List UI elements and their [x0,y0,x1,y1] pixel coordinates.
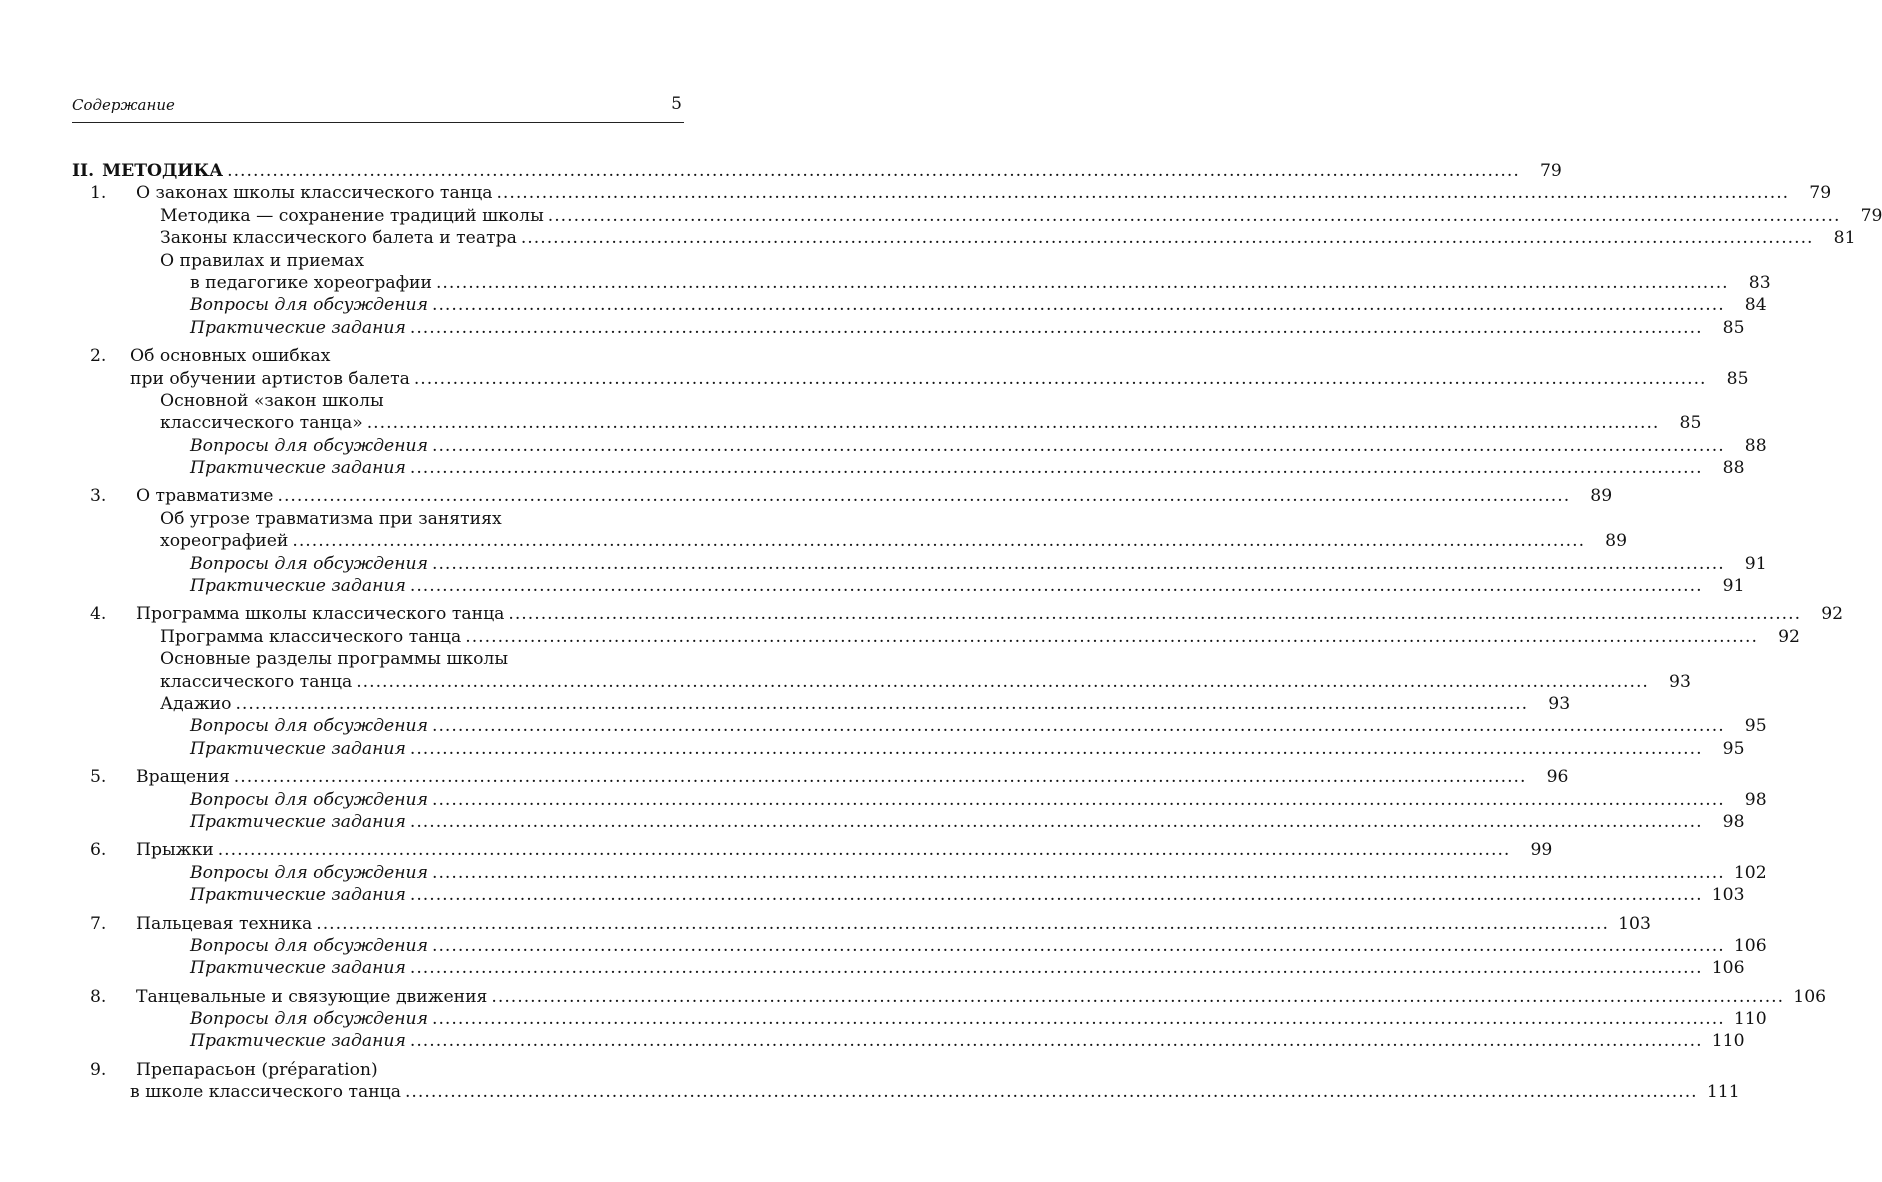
toc-entry-page: 93 [1669,671,1691,692]
toc-entry[interactable] [72,553,1767,575]
dot-leader: ........................................................................................................................................................................................................ [431,935,1725,956]
dot-leader: ........................................................................................................................................................................................................ [431,716,1725,737]
dot-leader: ........................................................................................................................................................................................................ [496,183,1790,204]
toc-entry-title: классического танца [160,671,353,692]
toc-entry-title: классического танца» [160,413,363,434]
running-title: Содержание [72,96,175,114]
toc-entry-page: 79 [1539,161,1562,181]
toc-entry-title: Практические задания [190,738,406,759]
toc-entry[interactable] [72,603,1844,625]
toc-entry[interactable] [72,839,1553,861]
dot-leader: ........................................................................................................................................................................................................ [491,986,1785,1007]
toc-entry[interactable] [72,1081,1740,1103]
dot-leader: ........................................................................................................................................................................................................ [292,531,1586,552]
toc-entry-title: Вопросы для обсуждения [190,862,428,883]
table-of-contents [72,160,1882,1104]
toc-entry-page: 79 [1860,205,1882,226]
toc-entry-title: Пальцевая техника [136,913,313,934]
toc-entry-page: 91 [1744,553,1767,574]
toc-entry-title: Адажио [160,693,232,714]
toc-entry[interactable] [72,227,1856,249]
toc-entry-title: О законах школы классического танца [136,183,493,204]
toc-entry[interactable] [72,935,1767,957]
toc-entry-title: Практические задания [190,885,406,906]
toc-entry[interactable] [72,986,1827,1008]
toc-entry-number: 5. [90,767,107,788]
toc-entry-page: 99 [1530,840,1553,861]
toc-entry-page: 93 [1548,693,1571,714]
toc-entry[interactable] [72,789,1767,811]
toc-entry-title: Вращения [136,767,230,788]
toc-entry-title: при обучении артистов балета [130,368,410,389]
toc-entry-title: О правилах и приемах [160,250,365,271]
toc-entry-number: 6. [90,840,107,861]
dot-leader: ........................................................................................................................................................................................................ [431,295,1725,316]
toc-entry-title: Вопросы для обсуждения [190,789,428,810]
toc-entry[interactable] [72,160,1562,182]
toc-entry[interactable] [72,317,1745,339]
dot-leader: ........................................................................................................................................................................................................ [431,1009,1725,1030]
toc-entry[interactable] [72,345,680,367]
toc-entry-title: Практические задания [190,317,406,338]
toc-entry-page: 102 [1733,862,1767,883]
toc-entry[interactable] [72,715,1767,737]
toc-entry-number: 2. [90,346,107,367]
dot-leader: ........................................................................................................................................................................................................ [409,738,1703,759]
toc-entry-page: 88 [1744,435,1767,456]
dot-leader: ........................................................................................................................................................................................................ [233,767,1527,788]
toc-entry-title: Вопросы для обсуждения [190,1009,428,1030]
toc-entry[interactable] [72,575,1745,597]
running-header [72,94,684,123]
toc-entry[interactable] [72,671,1691,693]
toc-entry-page: 85 [1722,317,1745,338]
toc-entry-title: Вопросы для обсуждения [190,435,428,456]
dot-leader: ........................................................................................................................................................................................................ [227,161,1520,181]
toc-entry[interactable] [72,508,680,530]
toc-entry-title: Основной «закон школы [160,390,384,411]
toc-entry-number: 9. [90,1059,107,1080]
toc-entry-title: в школе классического танца [130,1082,401,1103]
toc-entry[interactable] [72,884,1745,906]
toc-entry[interactable] [72,693,1571,715]
dot-leader: ........................................................................................................................................................................................................ [547,205,1841,226]
toc-entry-title: Вопросы для обсуждения [190,716,428,737]
toc-entry[interactable] [72,368,1749,390]
toc-entry-title: в педагогике хореографии [190,272,432,293]
toc-entry-title: Практические задания [190,1031,406,1052]
dot-leader: ........................................................................................................................................................................................................ [316,913,1609,934]
toc-entry-page: 85 [1679,413,1702,434]
toc-entry-title: Программа классического танца [160,626,462,647]
toc-entry-page: 110 [1733,1009,1767,1030]
toc-entry-page: 106 [1793,986,1827,1007]
toc-entry[interactable] [72,390,680,412]
dot-leader: ........................................................................................................................................................................................................ [431,789,1725,810]
dot-leader: ........................................................................................................................................................................................................ [431,862,1725,883]
dot-leader: ........................................................................................................................................................................................................ [413,368,1707,389]
toc-entry-page: 83 [1748,272,1771,293]
toc-entry[interactable] [72,1059,680,1081]
toc-entry[interactable] [72,648,680,670]
dot-leader: ........................................................................................................................................................................................................ [235,693,1529,714]
toc-entry-page: 110 [1711,1031,1745,1052]
toc-entry[interactable] [72,272,1771,294]
dot-leader: ........................................................................................................................................................................................................ [409,885,1703,906]
toc-entry[interactable] [72,182,1832,204]
toc-entry-page: 85 [1726,368,1749,389]
toc-entry-title: Практические задания [190,811,406,832]
toc-entry-title: Практические задания [190,958,406,979]
toc-entry[interactable] [72,957,1745,979]
toc-entry-title: Вопросы для обсуждения [190,295,428,316]
toc-entry-title: хореографией [160,531,289,552]
toc-entry[interactable] [72,913,1651,935]
toc-entry-title: Препарасьон (préparation) [136,1059,378,1080]
toc-entry-title: Методика — сохранение традиций школы [160,205,544,226]
toc-entry[interactable] [72,738,1745,760]
toc-entry-title: Практические задания [190,458,406,479]
toc-entry-title: Основные разделы программы школы [160,649,509,670]
dot-leader: ........................................................................................................................................................................................................ [409,1031,1703,1052]
toc-entry-title: Практические задания [190,576,406,597]
toc-entry[interactable] [72,530,1628,552]
toc-entry-title: Танцевальные и связующие движения [136,986,488,1007]
toc-entry-number: 7. [90,913,107,934]
toc-entry[interactable] [72,457,1745,479]
toc-entry-number: 4. [90,604,107,625]
dot-leader: ........................................................................................................................................................................................................ [409,458,1703,479]
toc-entry-page: 106 [1711,958,1745,979]
toc-entry-title: Программа школы классического танца [136,604,505,625]
toc-entry-page: 111 [1706,1082,1740,1103]
toc-entry-page: 89 [1590,486,1613,507]
toc-entry-title: Об основных ошибках [130,346,331,367]
dot-leader: ........................................................................................................................................................................................................ [409,317,1703,338]
toc-entry-page: 89 [1605,531,1628,552]
dot-leader: ........................................................................................................................................................................................................ [217,840,1511,861]
toc-entry-title: О травматизме [136,486,274,507]
toc-entry-page: 95 [1722,738,1745,759]
toc-entry[interactable] [72,862,1767,884]
toc-entry[interactable] [72,412,1702,434]
toc-entry-page: 98 [1722,811,1745,832]
toc-entry-page: 95 [1744,716,1767,737]
toc-entry-page: 91 [1722,576,1745,597]
toc-entry-page: 103 [1711,885,1745,906]
dot-leader: ........................................................................................................................................................................................................ [409,811,1703,832]
dot-leader: ........................................................................................................................................................................................................ [508,604,1802,625]
toc-entry-page: 92 [1778,626,1800,647]
toc-entry-number: 8. [90,986,107,1007]
toc-entry-page: 84 [1744,295,1767,316]
dot-leader: ........................................................................................................................................................................................................ [366,413,1660,434]
dot-leader: ........................................................................................................................................................................................................ [465,626,1758,647]
dot-leader: ........................................................................................................................................................................................................ [404,1082,1698,1103]
toc-entry[interactable] [72,1008,1767,1030]
toc-entry[interactable] [72,1030,1745,1052]
page-number: 5 [671,94,682,114]
toc-entry-page: 106 [1733,935,1767,956]
toc-entry[interactable] [72,485,1613,507]
toc-entry-title: Вопросы для обсуждения [190,935,428,956]
toc-entry-page: 81 [1833,228,1856,249]
toc-entry-title: Вопросы для обсуждения [190,553,428,574]
toc-entry[interactable] [72,626,1800,648]
toc-entry-title: Об угрозе травматизма при занятиях [160,508,502,529]
toc-entry-number: 1. [90,183,107,204]
toc-entry[interactable] [72,435,1767,457]
dot-leader: ........................................................................................................................................................................................................ [409,576,1703,597]
toc-entry-number: 3. [90,486,107,507]
toc-entry-page: 103 [1618,913,1651,934]
toc-entry[interactable] [72,294,1767,316]
toc-entry-number: II. [72,161,95,181]
toc-entry[interactable] [72,250,680,272]
dot-leader: ........................................................................................................................................................................................................ [409,958,1703,979]
dot-leader: ........................................................................................................................................................................................................ [520,228,1814,249]
toc-entry-page: 88 [1722,458,1745,479]
toc-entry[interactable] [72,205,1882,227]
toc-entry[interactable] [72,766,1569,788]
toc-entry-page: 98 [1744,789,1767,810]
toc-entry-title: Прыжки [136,840,214,861]
toc-entry-page: 92 [1821,604,1844,625]
toc-entry-title: МЕТОДИКА [102,161,224,181]
toc-entry-page: 96 [1546,767,1569,788]
dot-leader: ........................................................................................................................................................................................................ [277,486,1571,507]
dot-leader: ........................................................................................................................................................................................................ [356,671,1649,692]
dot-leader: ........................................................................................................................................................................................................ [431,553,1725,574]
dot-leader: ........................................................................................................................................................................................................ [435,272,1729,293]
toc-entry[interactable] [72,811,1745,833]
toc-entry-title: Законы классического балета и театра [160,228,517,249]
dot-leader: ........................................................................................................................................................................................................ [431,435,1725,456]
toc-entry-page: 79 [1809,183,1832,204]
